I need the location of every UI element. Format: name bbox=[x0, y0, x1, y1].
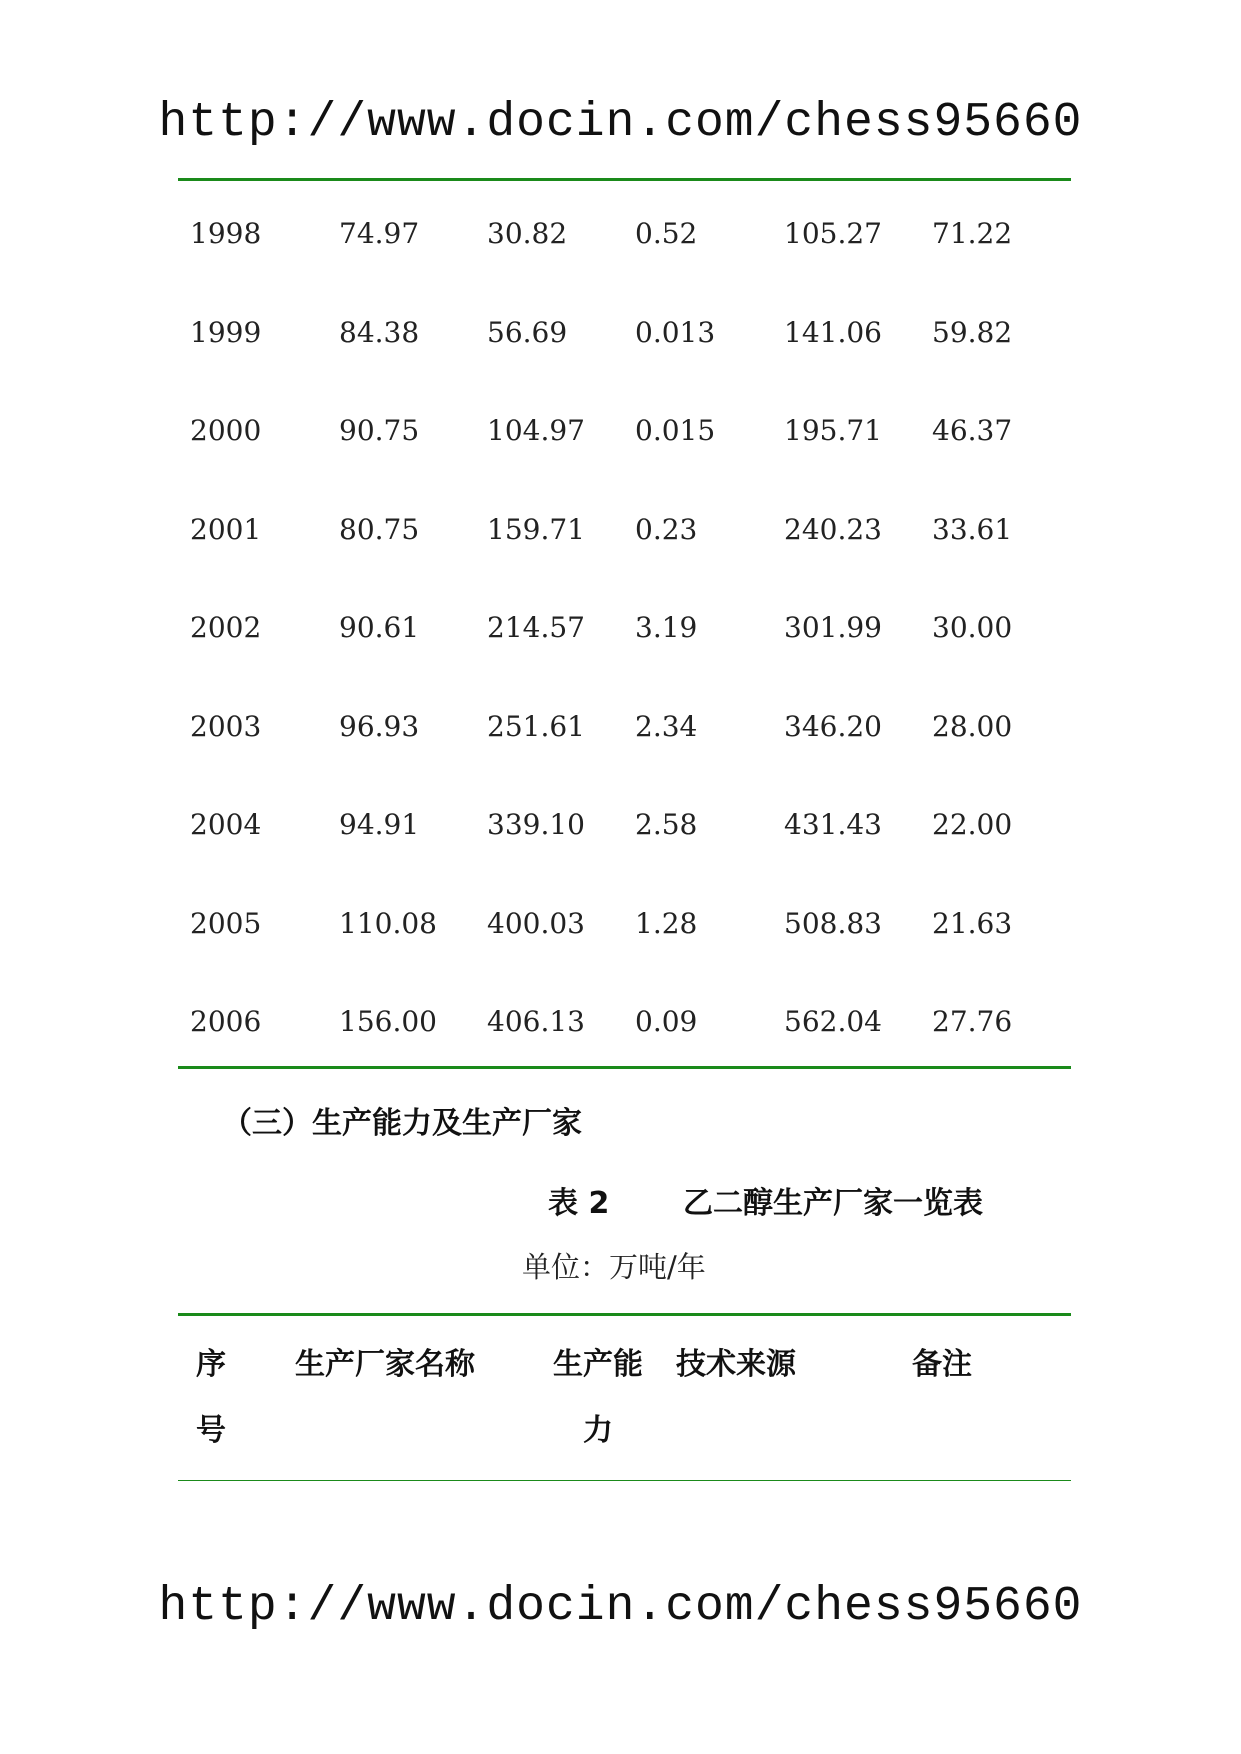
year-cell: 2000 bbox=[190, 414, 262, 447]
table-row bbox=[178, 678, 1071, 777]
table2-top-rule bbox=[178, 1313, 1071, 1316]
table-cell: 94.91 bbox=[339, 808, 420, 841]
table-row bbox=[178, 973, 1071, 1072]
table-cell: 400.03 bbox=[487, 906, 585, 940]
table-cell: 71.22 bbox=[932, 217, 1013, 250]
table-cell: 96.93 bbox=[339, 709, 420, 743]
table-cell: 30.00 bbox=[932, 611, 1013, 644]
table-cell: 0.23 bbox=[635, 512, 698, 546]
column-header-tech: 技术来源 bbox=[676, 1347, 796, 1382]
table-cell: 21.63 bbox=[932, 906, 1013, 940]
table-cell: 104.97 bbox=[487, 414, 585, 447]
table-cell: 90.61 bbox=[339, 611, 420, 644]
year-cell: 1998 bbox=[190, 217, 262, 250]
table-cell: 240.23 bbox=[784, 512, 882, 546]
column-header-no: 序号 bbox=[196, 1347, 226, 1448]
table-cell: 339.10 bbox=[487, 808, 585, 841]
table-cell: 84.38 bbox=[339, 315, 420, 349]
table-cell: 74.97 bbox=[339, 217, 420, 250]
table-cell: 3.19 bbox=[635, 611, 698, 644]
table-cell: 346.20 bbox=[784, 709, 882, 743]
year-cell: 2001 bbox=[190, 512, 262, 546]
table1-bottom-rule bbox=[178, 1066, 1071, 1069]
year-cell: 2003 bbox=[190, 709, 262, 743]
year-cell: 2005 bbox=[190, 906, 262, 940]
table-row bbox=[178, 776, 1071, 875]
column-header-name: 生产厂家名称 bbox=[295, 1347, 475, 1382]
table-cell: 2.34 bbox=[635, 709, 698, 743]
table-row bbox=[178, 481, 1071, 580]
table1-bottom-rule-top bbox=[178, 178, 1071, 181]
table-cell: 110.08 bbox=[339, 906, 437, 940]
table-cell: 59.82 bbox=[932, 315, 1013, 349]
table-row bbox=[178, 579, 1071, 678]
table-cell: 562.04 bbox=[784, 1005, 882, 1038]
table-cell: 214.57 bbox=[487, 611, 585, 644]
table1 bbox=[178, 185, 1071, 1072]
column-header-note: 备注 bbox=[912, 1347, 972, 1382]
table-cell: 90.75 bbox=[339, 414, 420, 447]
table-cell: 46.37 bbox=[932, 414, 1013, 447]
table-cell: 30.82 bbox=[487, 217, 568, 250]
table-cell: 251.61 bbox=[487, 709, 585, 743]
table2-header-rule bbox=[178, 1480, 1071, 1481]
year-cell: 2006 bbox=[190, 1005, 262, 1038]
table-cell: 80.75 bbox=[339, 512, 420, 546]
table-cell: 56.69 bbox=[487, 315, 568, 349]
table-cell: 406.13 bbox=[487, 1005, 585, 1038]
table-cell: 431.43 bbox=[784, 808, 882, 841]
table-cell: 156.00 bbox=[339, 1005, 437, 1038]
table2-title: 乙二醇生产厂家一览表 bbox=[683, 1186, 983, 1221]
table-cell: 28.00 bbox=[932, 709, 1013, 743]
table-cell: 508.83 bbox=[784, 906, 882, 940]
table-cell: 22.00 bbox=[932, 808, 1013, 841]
year-cell: 2002 bbox=[190, 611, 262, 644]
table-cell: 0.015 bbox=[635, 414, 716, 447]
table-cell: 141.06 bbox=[784, 315, 882, 349]
table-cell: 0.52 bbox=[635, 217, 698, 250]
table-cell: 195.71 bbox=[784, 414, 882, 447]
table-cell: 159.71 bbox=[487, 512, 585, 546]
header-url: http://www.docin.com/chess95660 bbox=[158, 96, 1083, 150]
table-cell: 105.27 bbox=[784, 217, 882, 250]
section-heading: （三）生产能力及生产厂家 bbox=[222, 1106, 582, 1141]
year-cell: 2004 bbox=[190, 808, 262, 841]
table-row bbox=[178, 875, 1071, 974]
footer-url: http://www.docin.com/chess95660 bbox=[158, 1580, 1083, 1634]
table2-label: 表 2 bbox=[548, 1186, 610, 1221]
table-row bbox=[178, 185, 1071, 284]
table-cell: 301.99 bbox=[784, 611, 882, 644]
year-cell: 1999 bbox=[190, 315, 262, 349]
table-cell: 0.013 bbox=[635, 315, 716, 349]
table-cell: 2.58 bbox=[635, 808, 698, 841]
table-cell: 1.28 bbox=[635, 906, 698, 940]
column-header-capacity: 生产能力 bbox=[553, 1347, 643, 1448]
table-cell: 0.09 bbox=[635, 1005, 698, 1038]
table-cell: 33.61 bbox=[932, 512, 1013, 546]
table2-unit: 单位：万吨/年 bbox=[522, 1250, 706, 1284]
table-cell: 27.76 bbox=[932, 1005, 1013, 1038]
table-row bbox=[178, 284, 1071, 383]
table-row bbox=[178, 382, 1071, 481]
